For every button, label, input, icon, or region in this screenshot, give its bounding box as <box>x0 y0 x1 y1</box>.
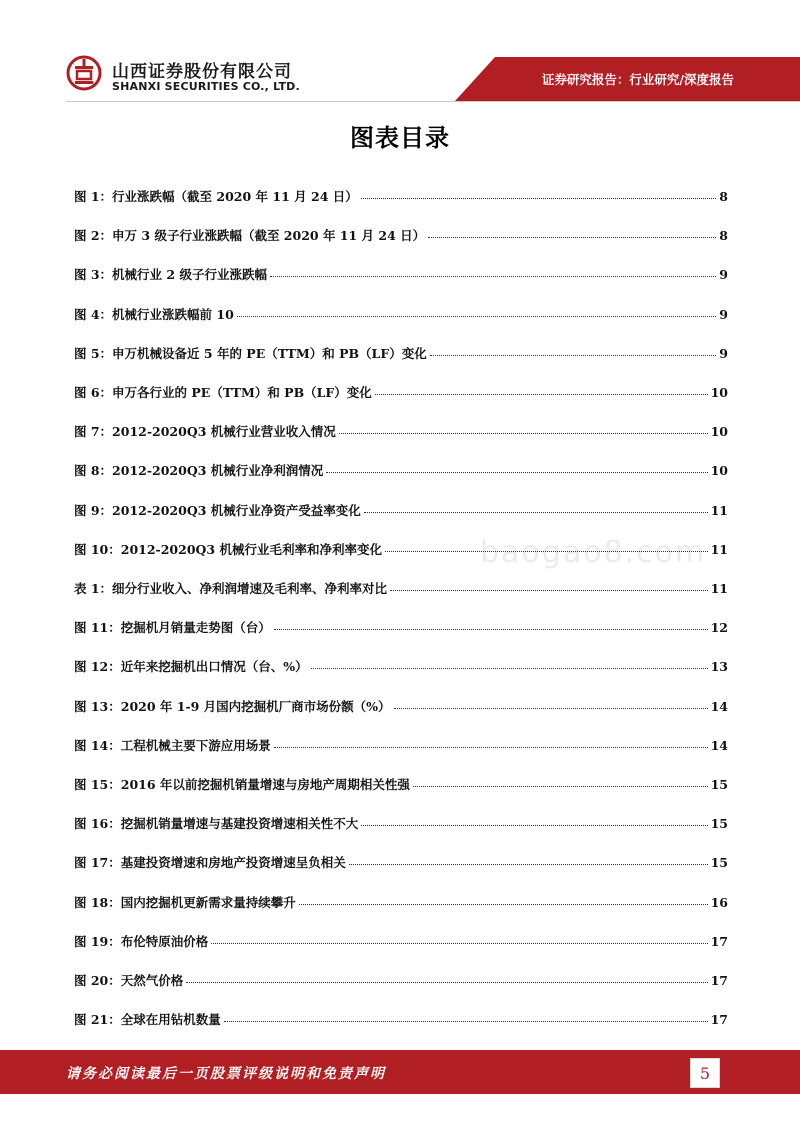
toc-entry-label: 图 16：挖掘机销量增速与基建投资增速相关性不大 <box>74 816 359 832</box>
toc-entry-label: 图 10：2012-2020Q3 机械行业毛利率和净利率变化 <box>74 541 382 557</box>
toc-entry-page: 9 <box>719 267 728 283</box>
toc-entry[interactable] <box>74 461 728 479</box>
page-header <box>0 0 800 110</box>
toc-entry-label: 图 14：工程机械主要下游应用场景 <box>74 737 271 753</box>
toc-entry-page: 15 <box>710 777 728 792</box>
page-title: 图表目录 <box>350 124 450 152</box>
toc-entry-page: 14 <box>710 698 728 714</box>
toc-entry-label: 图 13：2020 年 1-9 月国内挖掘机厂商市场份额（%） <box>74 698 391 714</box>
toc-leader-dots <box>390 578 708 591</box>
toc-entry-page: 15 <box>710 855 728 871</box>
toc-entry[interactable] <box>74 383 728 401</box>
toc-entry-page: 14 <box>710 737 728 753</box>
toc-entry-label: 图 6：申万各行业的 PE（TTM）和 PB（LF）变化 <box>74 385 372 400</box>
toc-entry-label: 图 17：基建投资增速和房地产投资增速呈负相关 <box>74 855 346 871</box>
toc-entry-label: 图 8：2012-2020Q3 机械行业净利润情况 <box>74 463 324 479</box>
toc-entry-label: 图 3：机械行业 2 级子行业涨跌幅 <box>74 267 267 283</box>
toc-leader-dots <box>361 186 717 199</box>
toc-leader-dots <box>385 539 708 552</box>
watermark: baogao8.com <box>480 535 707 570</box>
toc-leader-dots <box>394 696 708 709</box>
toc-entry-label: 图 15：2016 年以前挖掘机销量增速与房地产周期相关性强 <box>74 777 410 792</box>
toc-entry[interactable] <box>74 657 728 675</box>
toc-entry-page: 11 <box>710 502 728 518</box>
toc-entry-label: 表 1：细分行业收入、净利润增速及毛利率、净利率对比 <box>74 581 388 596</box>
toc-leader-dots <box>299 892 708 905</box>
toc-entry-page: 17 <box>710 933 728 949</box>
toc-leader-dots <box>361 813 707 826</box>
toc-entry-page: 11 <box>710 581 728 596</box>
toc-entry[interactable] <box>74 697 728 715</box>
toc-entry-page: 16 <box>710 894 728 910</box>
toc-entry[interactable] <box>74 971 728 989</box>
toc-entry[interactable] <box>74 1010 728 1028</box>
toc-leader-dots <box>274 617 708 630</box>
toc-entry-label: 图 21：全球在用钻机数量 <box>74 1012 221 1028</box>
toc-entry[interactable] <box>74 344 728 362</box>
toc-entry-page: 8 <box>719 189 728 204</box>
toc-entry[interactable] <box>74 775 728 793</box>
toc-leader-dots <box>211 931 707 944</box>
toc-entry-label: 图 1：行业涨跌幅（截至 2020 年 11 月 24 日） <box>74 189 358 204</box>
toc-entry[interactable] <box>74 305 728 323</box>
toc-entry[interactable] <box>74 422 728 440</box>
header-divider <box>66 101 800 102</box>
toc-leader-dots <box>311 656 708 669</box>
toc-entry-page: 11 <box>710 541 728 557</box>
toc-entry-page: 9 <box>719 306 728 322</box>
toc-entry-page: 10 <box>710 385 728 400</box>
toc-entry[interactable] <box>74 540 728 558</box>
toc-entry[interactable] <box>74 187 728 205</box>
toc-leader-dots <box>413 774 708 787</box>
toc-entry-label: 图 7：2012-2020Q3 机械行业营业收入情况 <box>74 424 336 440</box>
toc-entry-page: 13 <box>710 659 728 675</box>
toc-entry-page: 15 <box>710 816 728 832</box>
toc-entry[interactable] <box>74 853 728 871</box>
company-logo-icon <box>66 55 102 91</box>
report-type: 证券研究报告：行业研究/深度报告 <box>541 72 734 87</box>
toc-leader-dots <box>430 343 717 356</box>
toc-entry[interactable] <box>74 814 728 832</box>
toc-leader-dots <box>428 225 716 238</box>
toc-entry-label: 图 9：2012-2020Q3 机械行业净资产受益率变化 <box>74 502 361 518</box>
toc-leader-dots <box>326 460 707 473</box>
toc-entry-label: 图 5：申万机械设备近 5 年的 PE（TTM）和 PB（LF）变化 <box>74 345 427 361</box>
toc-entry[interactable] <box>74 501 728 519</box>
toc-leader-dots <box>186 970 707 983</box>
toc-entry[interactable] <box>74 736 728 754</box>
toc-entry-page: 12 <box>710 620 728 636</box>
toc-entry[interactable] <box>74 579 728 597</box>
toc-entry-label: 图 19：布伦特原油价格 <box>74 933 209 949</box>
footer-disclaimer: 请务必阅读最后一页股票评级说明和免责声明 <box>66 1066 386 1082</box>
toc-entry-label: 图 2：申万 3 级子行业涨跌幅（截至 2020 年 11 月 24 日） <box>74 228 426 244</box>
toc-entry-label: 图 12：近年来挖掘机出口情况（台、%） <box>74 659 308 675</box>
toc-leader-dots <box>274 735 708 748</box>
toc-entry-page: 17 <box>710 1012 728 1028</box>
toc-entry-page: 17 <box>710 973 728 988</box>
toc-leader-dots <box>364 500 708 513</box>
toc-leader-dots <box>224 1009 708 1022</box>
toc-entry-label: 图 20：天然气价格 <box>74 973 184 988</box>
page-number: 5 <box>690 1058 720 1088</box>
company-name-cn: 山西证券股份有限公司 <box>112 62 292 82</box>
toc-entry-label: 图 11：挖掘机月销量走势图（台） <box>74 620 271 636</box>
toc-leader-dots <box>270 264 716 277</box>
toc-entry-label: 图 4：机械行业涨跌幅前 10 <box>74 306 234 322</box>
toc-leader-dots <box>375 382 708 395</box>
toc-entry-page: 9 <box>719 345 728 361</box>
company-name-en: SHANXI SECURITIES CO., LTD. <box>112 80 300 93</box>
toc-entry-page: 10 <box>710 463 728 479</box>
toc-entry-page: 8 <box>719 228 728 244</box>
toc-entry[interactable] <box>74 932 728 950</box>
toc-leader-dots <box>339 421 708 434</box>
toc-entry[interactable] <box>74 893 728 911</box>
toc-entry[interactable] <box>74 265 728 283</box>
toc-leader-dots <box>349 852 708 865</box>
toc-entry[interactable] <box>74 226 728 244</box>
toc-entry-page: 10 <box>710 424 728 440</box>
toc-leader-dots <box>237 304 717 317</box>
toc-entry-label: 图 18：国内挖掘机更新需求量持续攀升 <box>74 894 296 910</box>
toc-entry[interactable] <box>74 618 728 636</box>
